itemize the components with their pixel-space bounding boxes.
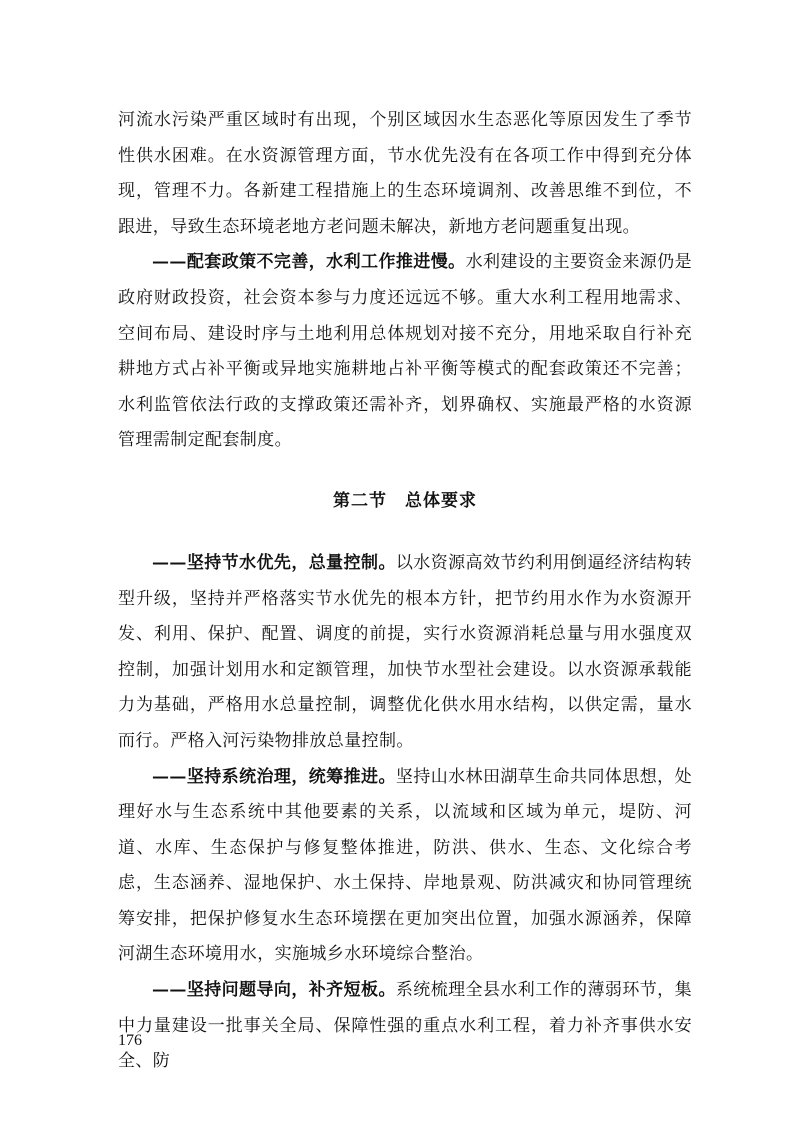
paragraph-lead: ——坚持问题导向，补齐短板。 bbox=[152, 980, 396, 1001]
paragraph-lead: ——坚持节水优先，总量控制。 bbox=[152, 552, 396, 573]
paragraph-supporting-policy bbox=[118, 245, 692, 459]
paragraph-water-saving bbox=[118, 546, 692, 760]
paragraph-text: 以水资源高效节约利用倒逼经济结构转型升级，坚持并严格落实节水优先的根本方针，把节约用水作为水资源开发、利用、保护、配置、调度的前提，实行水资源消耗总量与用水强度双控制，加强计划用水和定额管理，加快节水型社会建设。以水资源承载能力为基础，严格用水总量控制，调整优化供水用水结构，以供定需，量水而行。严格入河污染物排放总量控制。 bbox=[118, 552, 692, 751]
paragraph-lead: ——配套政策不完善，水利工作推进慢。 bbox=[152, 252, 466, 273]
paragraph-lead: ——坚持系统治理，统筹推进。 bbox=[152, 766, 396, 787]
paragraph-text: 河流水污染严重区域时有出现，个别区域因水生态恶化等原因发生了季节性供水困难。在水资源管理方面，节水优先没有在各项工作中得到充分体现，管理不力。各新建工程措施上的生态环境调剂、改善思维不到位，不跟进，导致生态环境老地方老问题未解决，新地方老问题重复出现。 bbox=[118, 110, 692, 237]
paragraph-text: 坚持山水林田湖草生命共同体思想，处理好水与生态系统中其他要素的关系，以流域和区域为单元，堤防、河道、水库、生态保护与修复整体推进，防洪、供水、生态、文化综合考虑，生态涵养、湿地保护、水土保持、岸地景观、防洪减灾和协同管理统筹安排，把保护修复水生态环境摆在更加突出位置，加强水源涵养，保障河湖生态环境用水，实施城乡水环境综合整治。 bbox=[118, 766, 692, 965]
document-page bbox=[118, 103, 692, 1080]
section-heading: 第二节 总体要求 bbox=[333, 490, 477, 511]
paragraph-text: 系统梳理全县水利工作的薄弱环节，集中力量建设一批事关全局、保障性强的重点水利工程，着力补齐事供水安全、防 bbox=[118, 980, 692, 1072]
paragraph-system-governance bbox=[118, 760, 692, 974]
paragraph-problem-oriented bbox=[118, 973, 692, 1080]
paragraph-problems-continued bbox=[118, 103, 692, 245]
page-number: 176 bbox=[118, 1032, 142, 1049]
paragraph-text: 水利建设的主要资金来源仍是政府财政投资，社会资本参与力度还远远不够。重大水利工程用地需求、空间布局、建设时序与土地利用总体规划对接不充分，用地采取自行补充耕地方式占补平衡或异地实施耕地占补平衡等模式的配套政策还不完善；水利监管依法行政的支撑政策还需补齐，划界确权、实施最严格的水资源管理需制定配套制度。 bbox=[118, 252, 693, 451]
